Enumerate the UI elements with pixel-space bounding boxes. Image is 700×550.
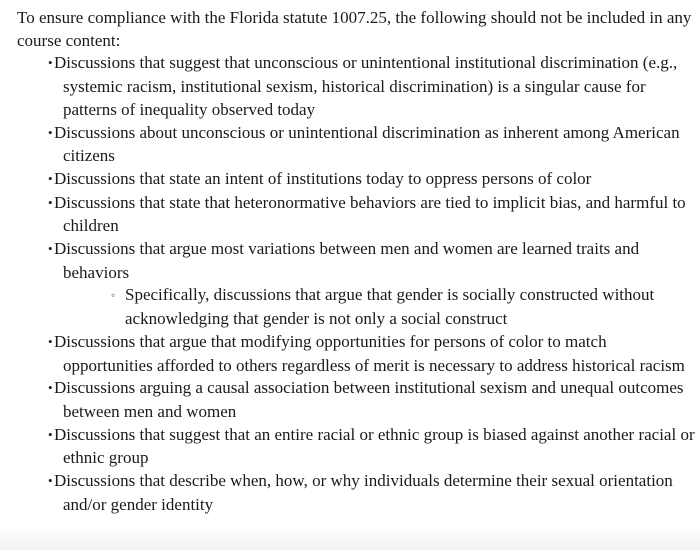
- list-item: [17, 192, 697, 238]
- list-item: [17, 331, 697, 377]
- list-item-text: Discussions that suggest that unconscious or unintentional institutional discrimination (e.g., systemic racism, institutional sexism, historical discrimination) is a singular cause for patterns of inequality observed today: [54, 53, 678, 119]
- bullet-icon: [39, 470, 54, 494]
- bullet-icon: [39, 122, 54, 146]
- list-item: [17, 377, 697, 423]
- bullet-icon: [39, 377, 54, 401]
- list-item-text: Discussions arguing a causal association between institutional sexism and unequal outcomes between men and women: [54, 378, 684, 421]
- list-item: [17, 52, 697, 121]
- list-item: [17, 168, 697, 192]
- list-item: [17, 122, 697, 168]
- sub-list-item: [17, 284, 697, 330]
- list-item: [17, 424, 697, 470]
- list-item-text: Discussions that argue most variations between men and women are learned traits and behaviors: [54, 239, 640, 282]
- list-item: [17, 470, 697, 516]
- list-item-text: Discussions that argue that modifying opportunities for persons of color to match opportunities afforded to others regardless of merit is necessary to address historical racism: [54, 331, 685, 375]
- list-item-text: Discussions that state an intent of institutions today to oppress persons of color: [54, 168, 592, 188]
- bullet-icon: [39, 168, 54, 192]
- list-item-text: Discussions that state that heteronormative behaviors are tied to implicit bias, and harmful to children: [54, 192, 686, 236]
- bullet-icon: [39, 424, 54, 448]
- content-list: [17, 52, 697, 516]
- bullet-icon: [39, 52, 54, 76]
- document-body: [17, 7, 697, 516]
- list-item-text: Discussions that suggest that an entire racial or ethnic group is biased against another racial or ethnic group: [54, 424, 695, 468]
- list-item-text: Discussions about unconscious or unintentional discrimination as inherent among American citizens: [54, 122, 680, 166]
- bullet-icon: [39, 238, 54, 262]
- bullet-icon: [39, 331, 54, 355]
- list-item-text: Discussions that describe when, how, or why individuals determine their sexual orientation and/or gender identity: [54, 471, 673, 514]
- bullet-icon: [39, 192, 54, 216]
- hollow-bullet-icon: [108, 284, 125, 308]
- list-item: [17, 238, 697, 284]
- sub-list-item-text: Specifically, discussions that argue that gender is socially constructed without acknowledging that gender is not only a social construct: [125, 285, 655, 329]
- intro-paragraph: To ensure compliance with the Florida statute 1007.25, the following should not be included in any course content:: [17, 8, 692, 50]
